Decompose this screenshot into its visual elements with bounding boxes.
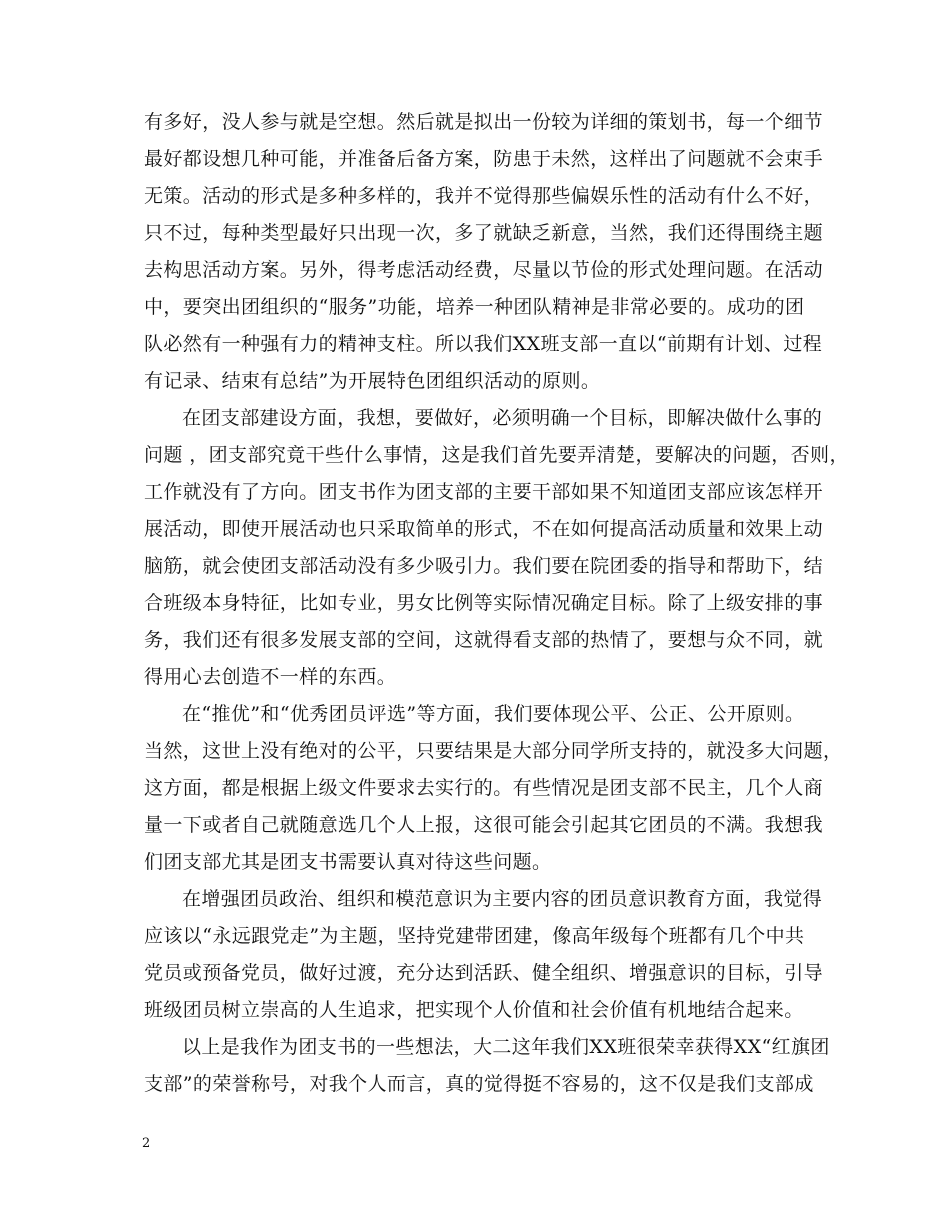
text-line: 队必然有一种强有力的精神支柱。所以我们XX班支部一直以“前期有计划、过程 bbox=[144, 333, 823, 355]
text-line: 班级团员树立崇高的人生追求，把实现个人价值和社会价值有机地结合起来。 bbox=[144, 999, 804, 1021]
text-line: 这方面，都是根据上级文件要求去实行的。有些情况是团支部不民主，几个人商 bbox=[144, 777, 824, 799]
text-line: 合班级本身特征，比如专业，男女比例等实际情况确定目标。除了上级安排的事 bbox=[144, 592, 824, 614]
text-line: 展活动，即使开展活动也只采取简单的形式，不在如何提高活动质量和效果上动 bbox=[144, 518, 824, 540]
text-line: 中，要突出团组织的“服务”功能，培养一种团队精神是非常必要的。成功的团 bbox=[144, 296, 805, 318]
paragraph-first-line: 在增强团员政治、组织和模范意识为主要内容的团员意识教育方面，我觉得 bbox=[182, 888, 823, 910]
text-line: 只不过，每种类型最好只出现一次，多了就缺乏新意，当然，我们还得围绕主题 bbox=[144, 222, 824, 244]
text-line: 党员或预备党员，做好过渡，充分达到活跃、健全组织、增强意识的目标，引导 bbox=[144, 962, 824, 984]
text-line: 工作就没有了方向。团支书作为团支部的主要干部如果不知道团支部应该怎样开 bbox=[144, 481, 824, 503]
text-line: 当然，这世上没有绝对的公平，只要结果是大部分同学所支持的，就没多大问题， bbox=[144, 740, 843, 762]
text-line: 问题 ，团支部究竟干些什么事情，这是我们首先要弄清楚，要解决的问题，否则， bbox=[144, 444, 849, 466]
text-line: 们团支部尤其是团支书需要认真对待这些问题。 bbox=[144, 851, 552, 873]
paragraph-first-line: 在团支部建设方面，我想，要做好，必须明确一个目标，即解决做什么事的 bbox=[182, 407, 823, 429]
text-line: 支部”的荣誉称号，对我个人而言，真的觉得挺不容易的，这不仅是我们支部成 bbox=[144, 1073, 814, 1095]
text-line: 有多好，没人参与就是空想。然后就是拟出一份较为详细的策划书，每一个细节 bbox=[144, 111, 824, 133]
text-line: 有记录、结束有总结”为开展特色团组织活动的原则。 bbox=[144, 370, 601, 392]
text-line: 去构思活动方案。另外，得考虑活动经费，尽量以节俭的形式处理问题。在活动 bbox=[144, 259, 824, 281]
paragraph-first-line: 在“推优”和“优秀团员评选”等方面，我们要体现公平、公正、公开原则。 bbox=[182, 703, 805, 725]
text-line: 无策。活动的形式是多种多样的，我并不觉得那些偏娱乐性的活动有什么不好， bbox=[144, 185, 824, 207]
text-line: 最好都设想几种可能，并准备后备方案，防患于未然，这样出了问题就不会束手 bbox=[144, 148, 824, 170]
text-line: 得用心去创造不一样的东西。 bbox=[144, 666, 397, 688]
text-line: 脑筋，就会使团支部活动没有多少吸引力。我们要在院团委的指导和帮助下，结 bbox=[144, 555, 824, 577]
page-number: 2 bbox=[142, 1136, 151, 1151]
text-line: 应该以“永远跟党走”为主题，坚持党建带团建，像高年级每个班都有几个中共 bbox=[144, 925, 805, 947]
text-line: 量一下或者自己就随意选几个人上报，这很可能会引起其它团员的不满。我想我 bbox=[144, 814, 824, 836]
document-body bbox=[144, 104, 849, 1103]
text-line: 务，我们还有很多发展支部的空间，这就得看支部的热情了，要想与众不同，就 bbox=[144, 629, 824, 651]
paragraph-first-line: 以上是我作为团支书的一些想法，大二这年我们XX班很荣幸获得XX“红旗团 bbox=[182, 1036, 830, 1058]
